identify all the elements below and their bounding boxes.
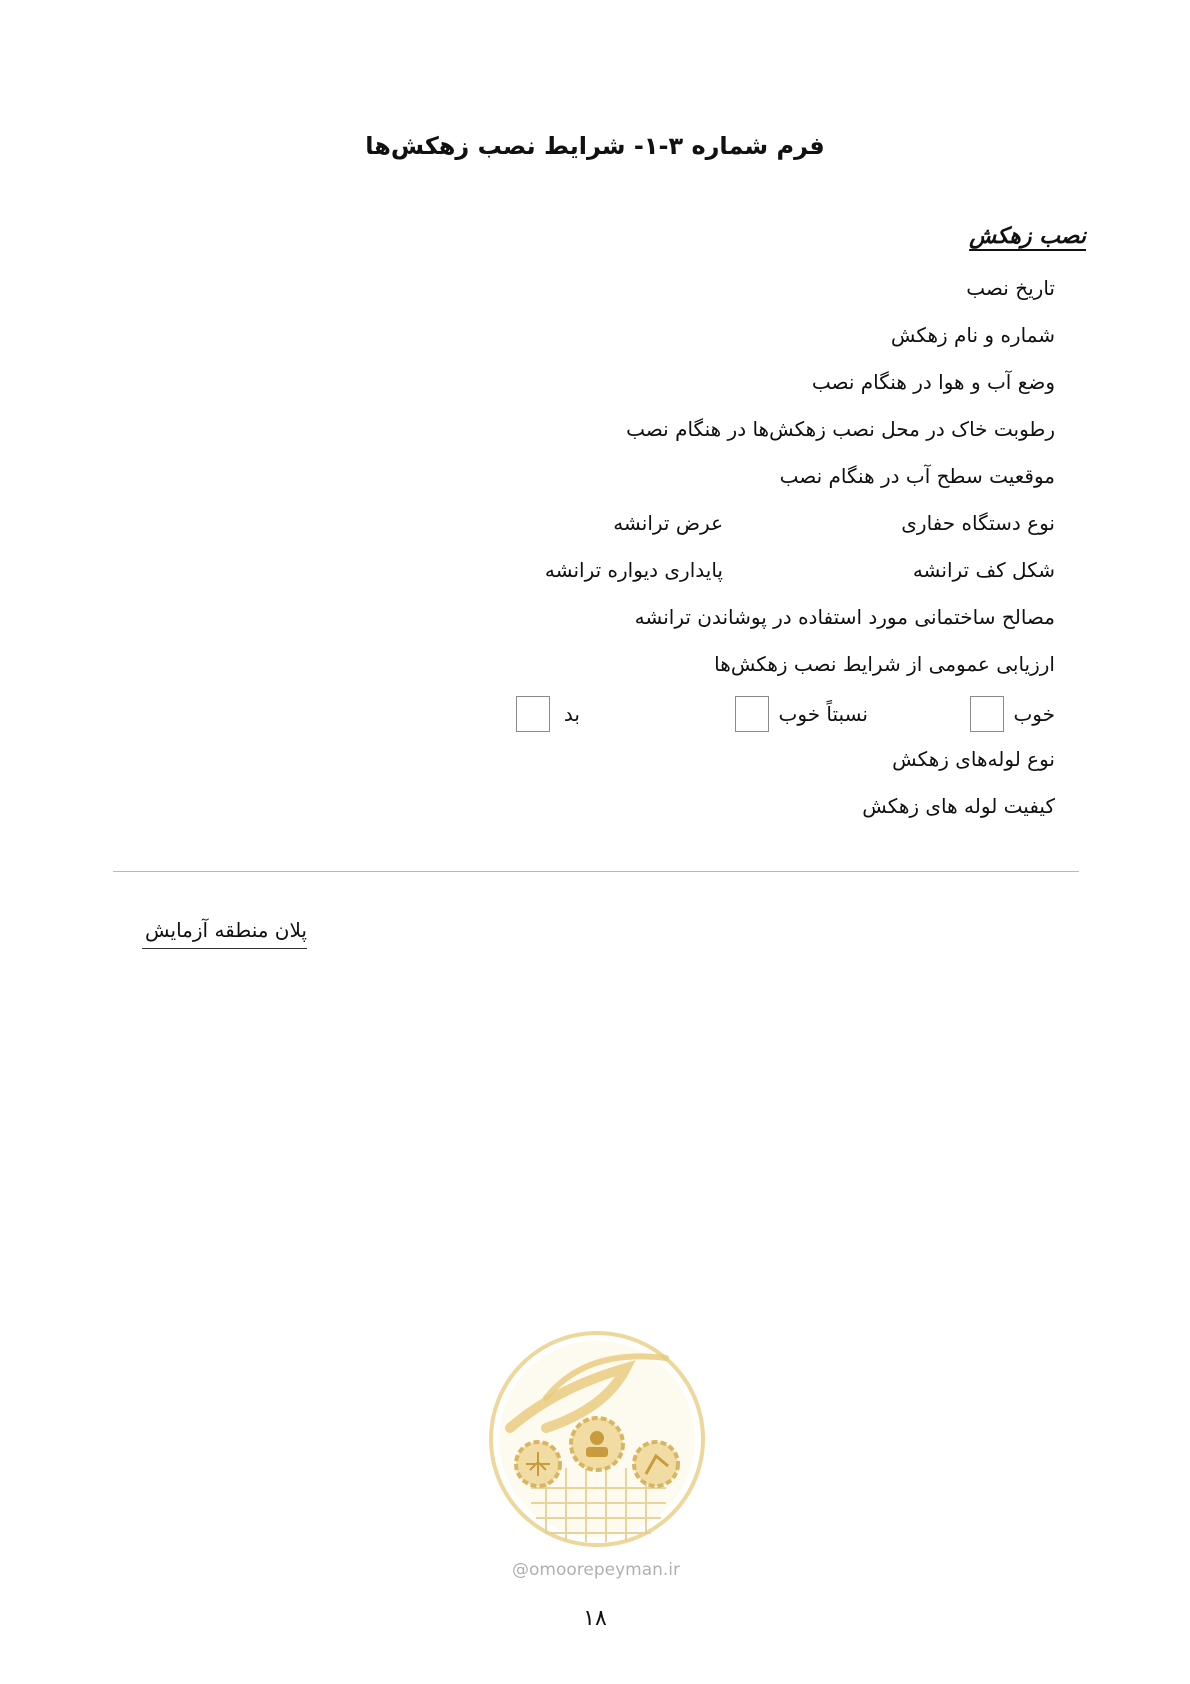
option-good-checkbox[interactable] — [970, 696, 1004, 732]
field-pipe-type: نوع لوله‌های زهکش — [892, 747, 1055, 771]
field-install-date: تاریخ نصب — [966, 276, 1055, 300]
field-weather: وضع آب و هوا در هنگام نصب — [811, 370, 1055, 394]
section-divider — [113, 871, 1079, 872]
field-soil-moisture: رطوبت خاک در محل نصب زهکش‌ها در هنگام نصب — [626, 417, 1055, 441]
page-number: ۱۸ — [583, 1606, 607, 1631]
option-good-label: خوب — [1013, 702, 1055, 726]
field-pipe-quality: کیفیت لوله های زهکش — [862, 794, 1055, 818]
option-bad-checkbox[interactable] — [516, 696, 550, 732]
field-excavator-type: نوع دستگاه حفاری — [901, 511, 1055, 535]
field-trench-bottom-shape: شکل کف ترانشه — [912, 558, 1055, 582]
option-bad-label: بد — [563, 702, 580, 726]
plan-label: پلان منطقه آزمایش — [142, 918, 307, 949]
watermark-logo — [486, 1328, 708, 1550]
field-general-evaluation: ارزیابی عمومی از شرایط نصب زهکش‌ها — [714, 652, 1055, 676]
section-heading: نصب زهکش — [969, 224, 1086, 249]
field-cover-materials: مصالح ساختمانی مورد استفاده در پوشاندن ترانشه — [634, 605, 1055, 629]
field-drain-number-name: شماره و نام زهکش — [890, 323, 1055, 347]
option-fairly-good-checkbox[interactable] — [735, 696, 769, 732]
field-water-level: موقعیت سطح آب در هنگام نصب — [779, 464, 1055, 488]
option-fairly-good-label: نسبتاً خوب — [778, 702, 868, 726]
page-title: فرم شماره ۳-۱- شرایط نصب زهکش‌ها — [365, 132, 825, 160]
field-trench-width: عرض ترانشه — [613, 511, 723, 535]
watermark-url: @omoorepeyman.ir — [511, 1560, 681, 1580]
field-trench-wall-stability: پایداری دیواره ترانشه — [544, 558, 723, 582]
